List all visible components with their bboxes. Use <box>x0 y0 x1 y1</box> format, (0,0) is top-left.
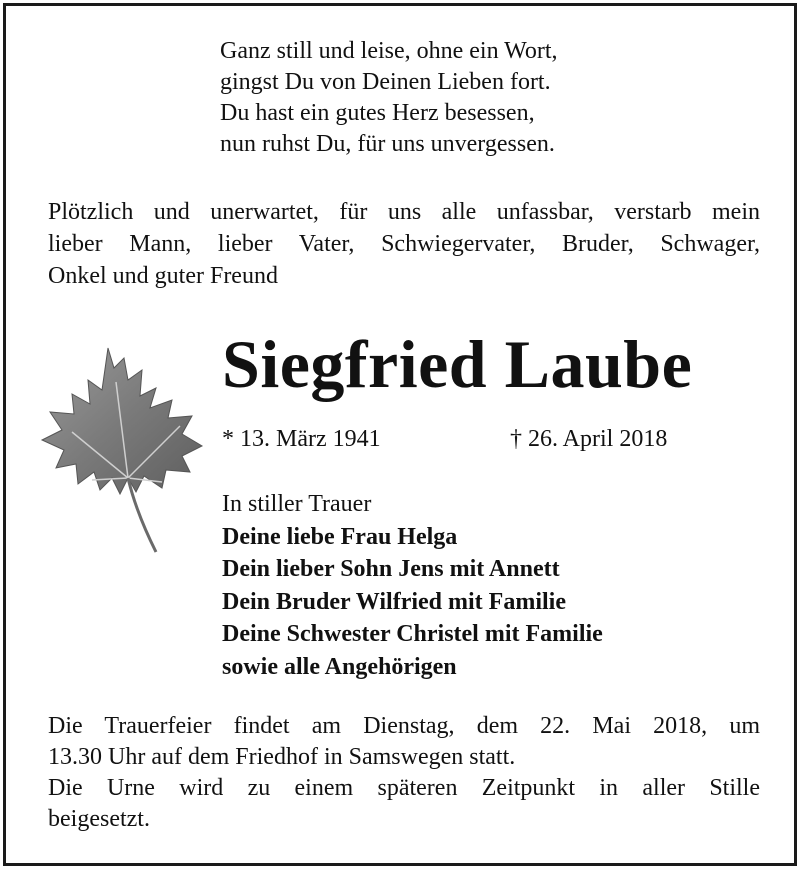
poem-line: Du hast ein gutes Herz besessen, <box>220 100 535 126</box>
mourner-name: sowie alle Angehörigen <box>222 653 457 680</box>
mourning-heading: In stiller Trauer <box>222 491 372 517</box>
poem-line: nun ruhst Du, für uns unvergessen. <box>220 131 555 157</box>
funeral-line: Die Urne wird zu einem späteren Zeitpunkt in aller Stille <box>48 775 760 801</box>
funeral-line: beigesetzt. <box>48 806 150 832</box>
poem-line: gingst Du von Deinen Lieben fort. <box>220 69 551 95</box>
poem-line: Ganz still und leise, ohne ein Wort, <box>220 38 558 64</box>
intro-line: lieber Mann, lieber Vater, Schwiegervater, Bruder, Schwager, <box>48 231 760 257</box>
intro-text <box>48 196 760 292</box>
mourner-name: Deine liebe Frau Helga <box>222 523 458 550</box>
death-date: † 26. April 2018 <box>510 426 668 452</box>
obituary-frame <box>3 3 797 866</box>
funeral-line: 13.30 Uhr auf dem Friedhof in Samswegen statt. <box>48 744 516 770</box>
intro-line: Plötzlich und unerwartet, für uns alle unfassbar, verstarb mein <box>48 199 760 225</box>
mourners-list <box>222 488 603 683</box>
funeral-line: Die Trauerfeier findet am Dienstag, dem 22. Mai 2018, um <box>48 713 760 739</box>
intro-line: Onkel und guter Freund <box>48 263 278 289</box>
maple-leaf-icon <box>32 342 216 556</box>
birth-date: * 13. März 1941 <box>222 426 381 452</box>
mourner-name: Dein lieber Sohn Jens mit Annett <box>222 556 560 582</box>
poem <box>220 36 558 160</box>
deceased-name: Siegfried Laube <box>222 326 693 402</box>
funeral-notice <box>48 711 760 835</box>
mourner-name: Deine Schwester Christel mit Familie <box>222 621 603 647</box>
mourner-name: Dein Bruder Wilfried mit Familie <box>222 588 566 615</box>
